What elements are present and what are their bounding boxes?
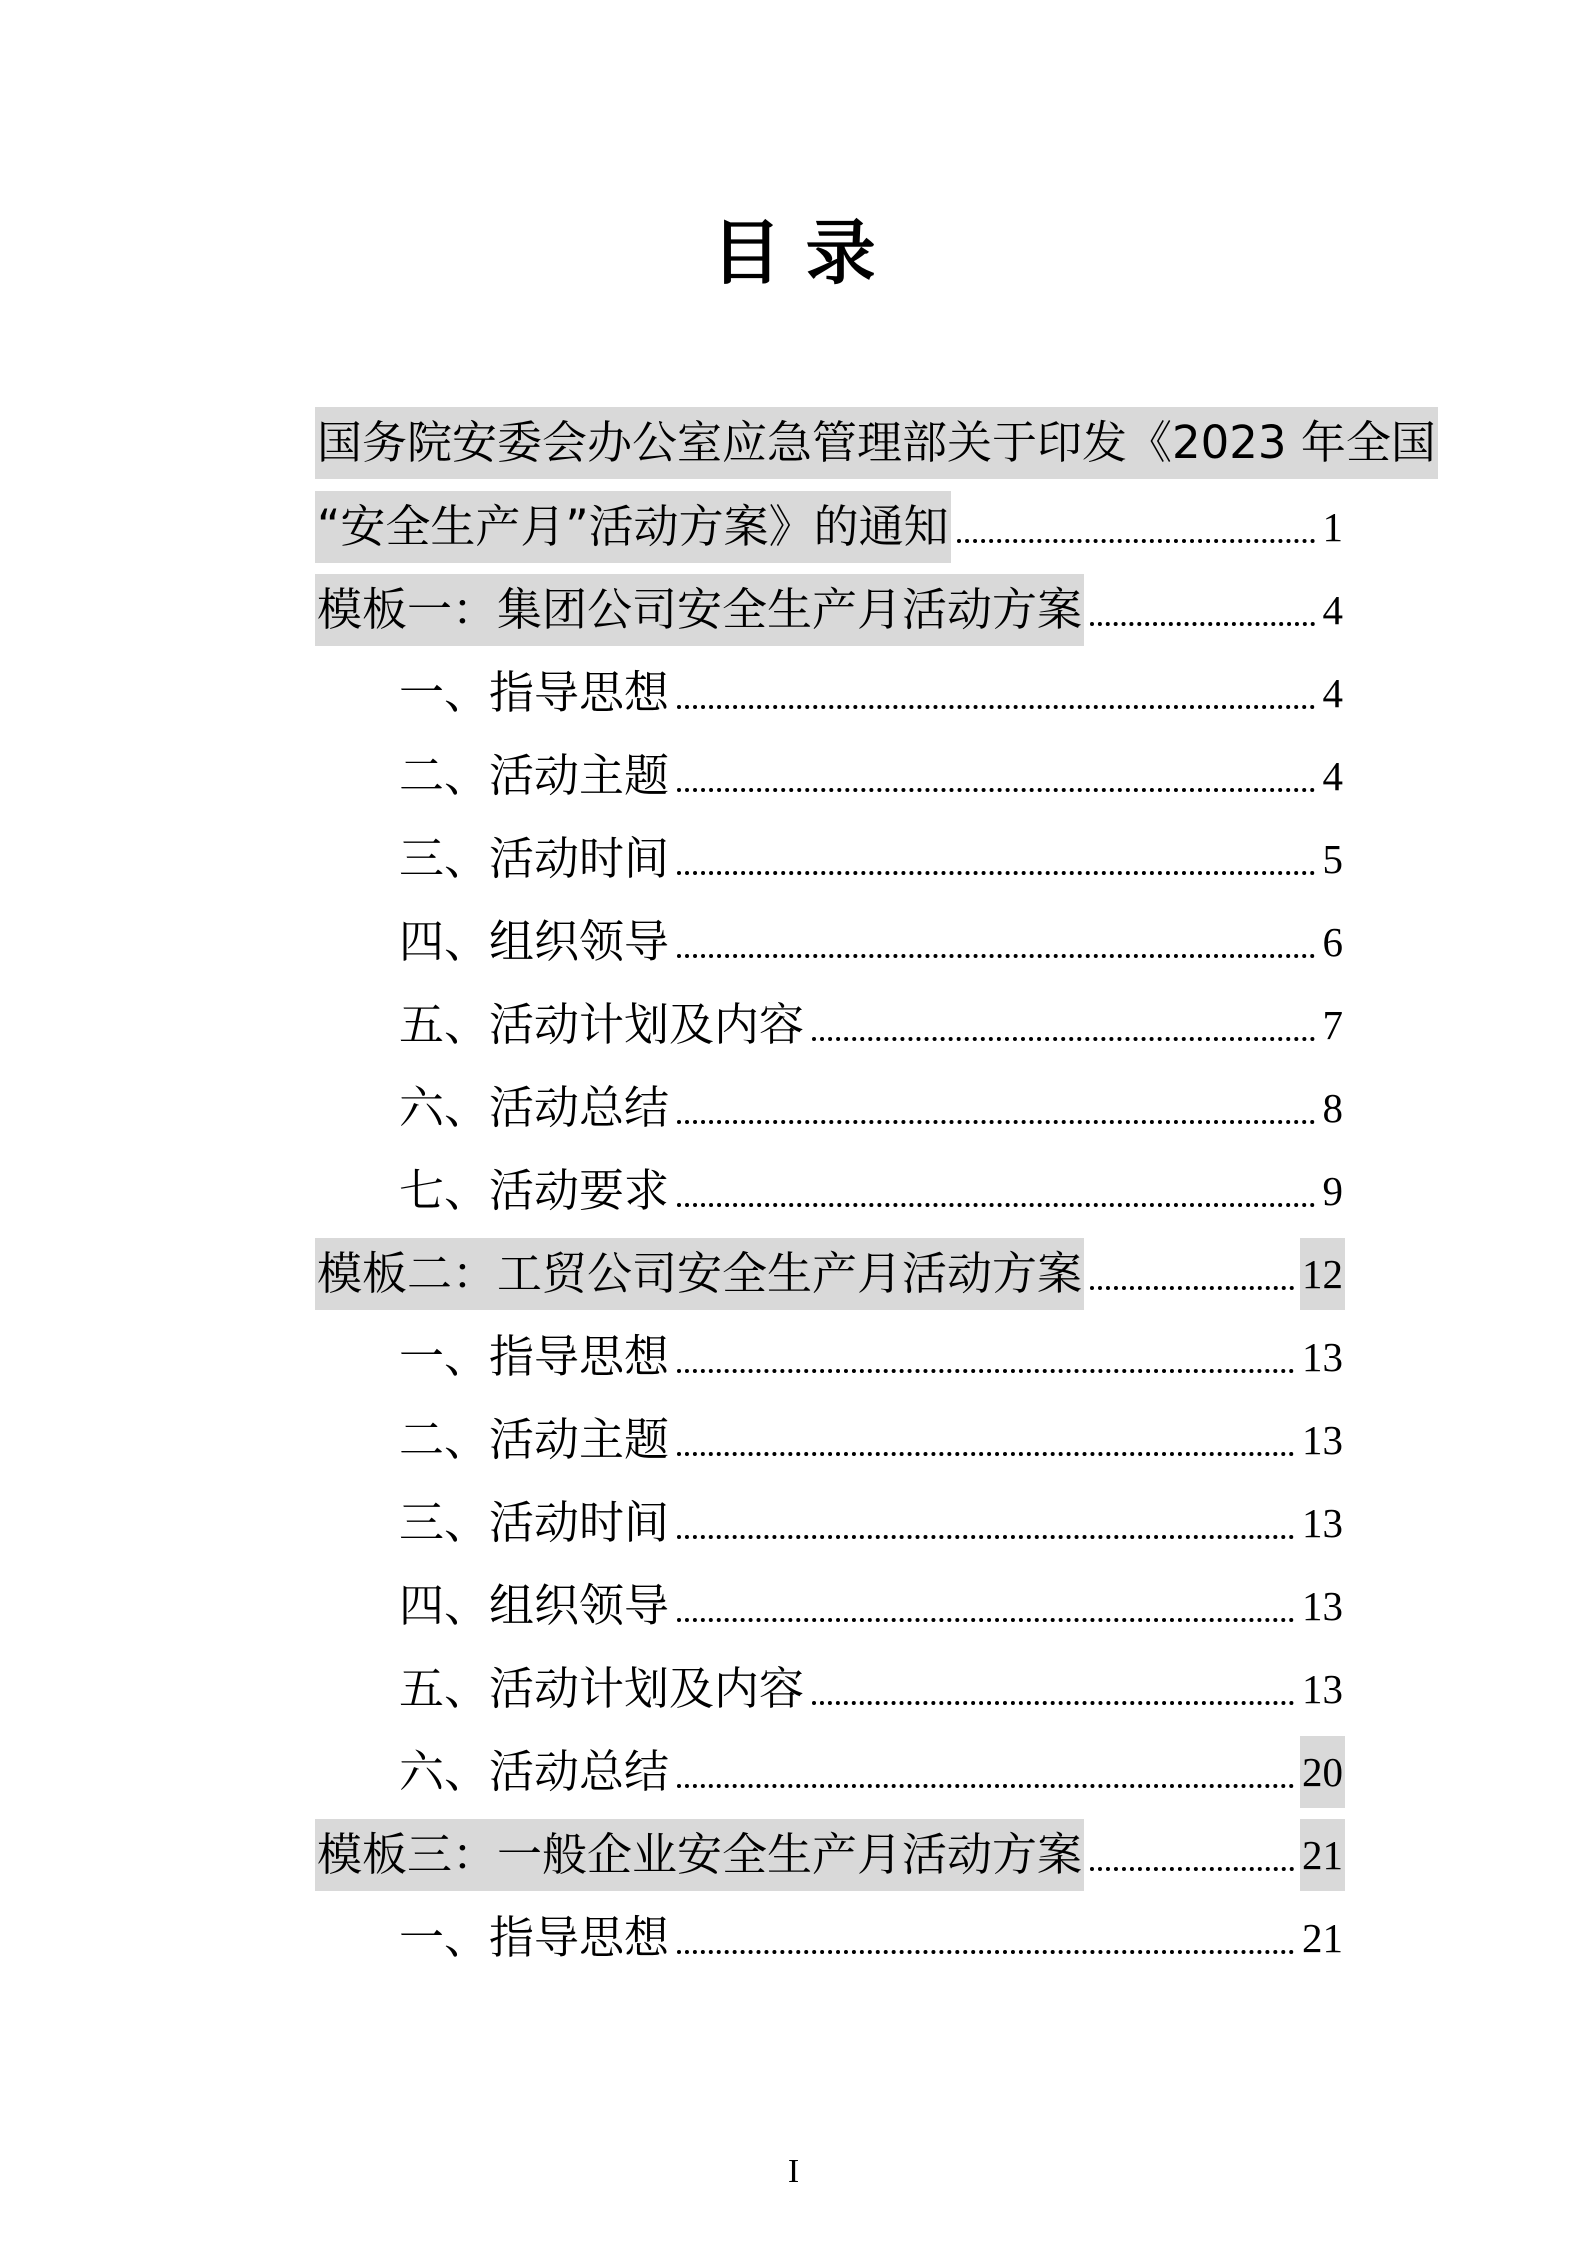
toc-entry-section[interactable] [315,905,1345,979]
toc-entry-section[interactable] [315,1735,1345,1809]
dot-leader [677,705,1314,709]
toc-entry-text: 六、活动总结 [399,1745,670,1798]
toc-entry-section[interactable] [315,1486,1345,1560]
dot-leader [677,788,1314,792]
toc-page-number: 9 [1322,1168,1343,1214]
dot-leader [677,1950,1294,1954]
dot-leader [677,1203,1314,1207]
toc-entry-text: 五、活动计划及内容 [399,998,805,1051]
toc-entry-text: 国务院安委会办公室应急管理部关于印发《2023 年全国 [315,407,1438,479]
toc-page-number: 21 [1302,1915,1343,1961]
toc-page-number: 1 [1322,504,1343,550]
dot-leader [677,1784,1294,1788]
toc-entry-text: 模板二：工贸公司安全生产月活动方案 [315,1238,1084,1310]
dot-leader [677,1120,1314,1124]
toc-entry-section[interactable] [315,1569,1345,1643]
toc-page-number: 5 [1322,836,1343,882]
toc-entry-section[interactable] [315,656,1345,730]
dot-leader [677,871,1314,875]
toc-entry-text: 模板三：一般企业安全生产月活动方案 [315,1819,1084,1891]
toc-entry-text: 模板一：集团公司安全生产月活动方案 [315,574,1084,646]
toc-page-number: 7 [1322,1002,1343,1048]
toc-entry-section[interactable] [315,1403,1345,1477]
toc-page-number: 6 [1322,919,1343,965]
toc-page-number: 8 [1322,1085,1343,1131]
toc-entry-text: 四、组织领导 [399,1579,670,1632]
toc-entry-heading-line1[interactable] [315,406,1436,480]
toc-entry-section[interactable] [315,988,1345,1062]
toc-page-number: 13 [1302,1417,1343,1463]
dot-leader [957,539,1315,543]
dot-leader [1090,622,1314,626]
toc-entry-section[interactable] [315,1320,1345,1394]
toc-entry-section[interactable] [315,1652,1345,1726]
toc-entry-template-2[interactable] [315,1237,1345,1311]
toc-entry-text: 六、活动总结 [399,1081,670,1134]
toc-entry-text: 二、活动主题 [399,749,670,802]
dot-leader [677,1535,1294,1539]
toc-page-number: 13 [1302,1334,1343,1380]
dot-leader [677,1369,1294,1373]
dot-leader [677,1452,1294,1456]
toc-entry-text: “安全生产月”活动方案》的通知 [315,491,951,563]
toc-page-number: 12 [1300,1238,1345,1310]
page-footer-number: I [787,2153,800,2190]
dot-leader [1090,1867,1294,1871]
dot-leader [812,1701,1294,1705]
toc-page-number: 4 [1322,587,1343,633]
toc-entry-template-1[interactable] [315,573,1345,647]
toc-entry-text: 三、活动时间 [399,832,670,885]
toc-entry-section[interactable] [315,822,1345,896]
dot-leader [677,1618,1294,1622]
toc-entry-text: 三、活动时间 [399,1496,670,1549]
toc-entry-text: 一、指导思想 [399,666,670,719]
toc-page-number: 21 [1300,1819,1345,1891]
toc-entry-text: 七、活动要求 [399,1164,670,1217]
toc-title: 目 录 [711,212,876,294]
toc-entry-text: 五、活动计划及内容 [399,1662,805,1715]
toc-page-number: 4 [1322,753,1343,799]
toc-page-number: 13 [1302,1583,1343,1629]
toc-page-number: 4 [1322,670,1343,716]
toc-entry-text: 一、指导思想 [399,1330,670,1383]
dot-leader [812,1037,1314,1041]
toc-entry-section[interactable] [315,739,1345,813]
toc-entry-text: 四、组织领导 [399,915,670,968]
toc-entry-section[interactable] [315,1154,1345,1228]
toc-page-number: 13 [1302,1666,1343,1712]
toc-page-number: 13 [1302,1500,1343,1546]
dot-leader [677,954,1314,958]
toc-entry-notice[interactable] [315,490,1345,564]
toc-entry-section[interactable] [315,1901,1345,1975]
dot-leader [1090,1286,1294,1290]
toc-entry-section[interactable] [315,1071,1345,1145]
toc-entry-text: 一、指导思想 [399,1911,670,1964]
toc-entry-text: 二、活动主题 [399,1413,670,1466]
toc-entry-template-3[interactable] [315,1818,1345,1892]
toc-page-number: 20 [1300,1736,1345,1808]
